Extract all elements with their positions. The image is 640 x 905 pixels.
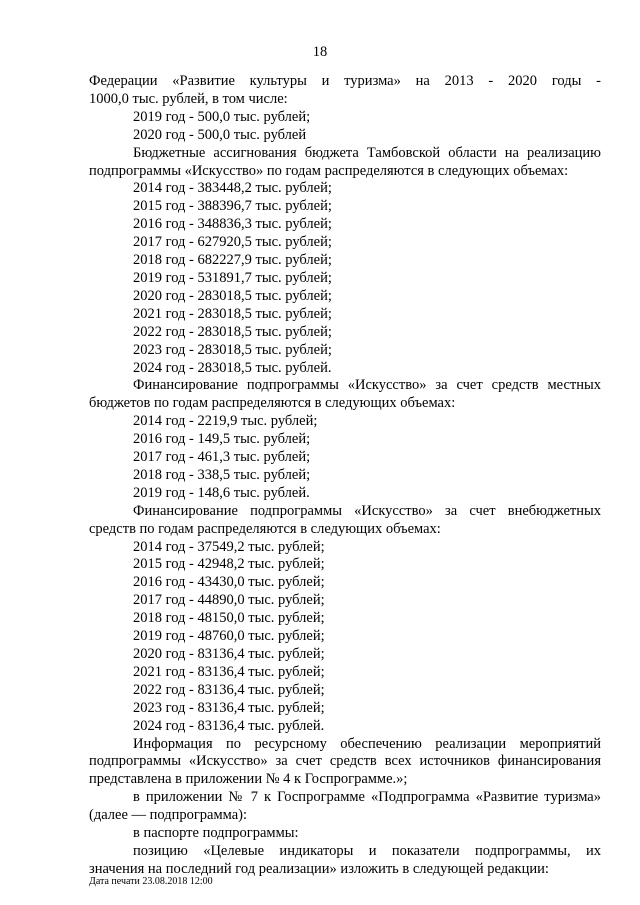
list-item: 2015 год - 388396,7 тыс. рублей; [133,198,332,215]
list-item: 2022 год - 83136,4 тыс. рублей; [133,681,325,698]
list-item: 2022 год - 283018,5 тыс. рублей; [133,323,332,340]
list-item: 2018 год - 682227,9 тыс. рублей; [133,252,332,269]
list-item: 2020 год - 500,0 тыс. рублей [133,126,307,143]
list-item: 2019 год - 148,6 тыс. рублей. [133,484,310,501]
text-line: в приложении № 7 к Госпрограмме «Подпрограмма «Развитие туризма» [133,789,601,806]
list-item: 2017 год - 44890,0 тыс. рублей; [133,592,325,609]
list-item: 2017 год - 627920,5 тыс. рублей; [133,234,332,251]
text-line: бюджетов по годам распределяются в следующих объемах: [89,395,456,412]
list-item: 2019 год - 531891,7 тыс. рублей; [133,269,332,286]
document-body [89,73,601,879]
text-line: подпрограммы «Искусство» за счет средств всех источников финансирования [89,753,601,770]
list-item: 2020 год - 83136,4 тыс. рублей; [133,646,325,662]
list-item: 2014 год - 37549,2 тыс. рублей; [133,538,325,555]
local-funding-list [89,413,601,503]
text-line: 1000,0 тыс. рублей, в том числе: [89,90,288,107]
text-line: подпрограммы «Искусство» по годам распределяются в следующих объемах: [89,162,569,179]
list-item: 2016 год - 348836,3 тыс. рублей; [133,216,332,233]
list-item: 2016 год - 149,5 тыс. рублей; [133,431,311,448]
list-item: 2018 год - 338,5 тыс. рублей; [133,466,311,483]
text-line: Бюджетные ассигнования бюджета Тамбовской области на реализацию [133,144,601,161]
text-line: значения на последний год реализации» изложить в следующей редакции: [89,860,549,877]
list-item: 2019 год - 500,0 тыс. рублей; [133,108,311,125]
regional-funding-list [89,180,601,377]
federal-funding-list [89,109,601,145]
text-line: представлена в приложении № 4 к Госпрограмме.»; [89,771,408,788]
list-item: 2023 год - 83136,4 тыс. рублей; [133,699,325,716]
list-item: 2024 год - 83136,4 тыс. рублей. [133,717,325,734]
text-line: позицию «Целевые индикаторы и показатели подпрограммы, их [133,842,601,859]
text-line: Информация по ресурсному обеспечению реализации мероприятий [133,735,601,752]
list-item: 2020 год - 283018,5 тыс. рублей; [133,287,332,304]
list-item: 2014 год - 383448,2 тыс. рублей; [133,180,332,197]
text-line: (далее — подпрограмма): [89,807,248,824]
list-item: 2017 год - 461,3 тыс. рублей; [133,449,311,466]
list-item: 2021 год - 283018,5 тыс. рублей; [133,305,332,322]
text-line: Финансирование подпрограммы «Искусство» за счет внебюджетных [133,502,601,519]
list-item: 2023 год - 283018,5 тыс. рублей; [133,341,332,358]
list-item: 2024 год - 283018,5 тыс. рублей. [133,359,332,376]
list-item: 2015 год - 42948,2 тыс. рублей; [133,556,325,573]
text-line: в паспорте подпрограммы: [133,825,299,842]
list-item: 2018 год - 48150,0 тыс. рублей; [133,610,325,627]
list-item: 2014 год - 2219,9 тыс. рублей; [133,413,318,430]
extrabudget-funding-list [89,539,601,736]
list-item: 2021 год - 83136,4 тыс. рублей; [133,663,325,680]
list-item: 2019 год - 48760,0 тыс. рублей; [133,628,325,645]
print-date-footer: Дата печати 23.08.2018 12:00 [89,876,213,887]
list-item: 2016 год - 43430,0 тыс. рублей; [133,574,325,591]
text-line: Федерации «Развитие культуры и туризма» на 2013 - 2020 годы - [89,73,601,89]
text-line: средств по годам распределяются в следующих объемах: [89,520,441,537]
page-number: 18 [312,44,328,60]
text-line: Финансирование подпрограммы «Искусство» за счет средств местных [133,377,601,394]
